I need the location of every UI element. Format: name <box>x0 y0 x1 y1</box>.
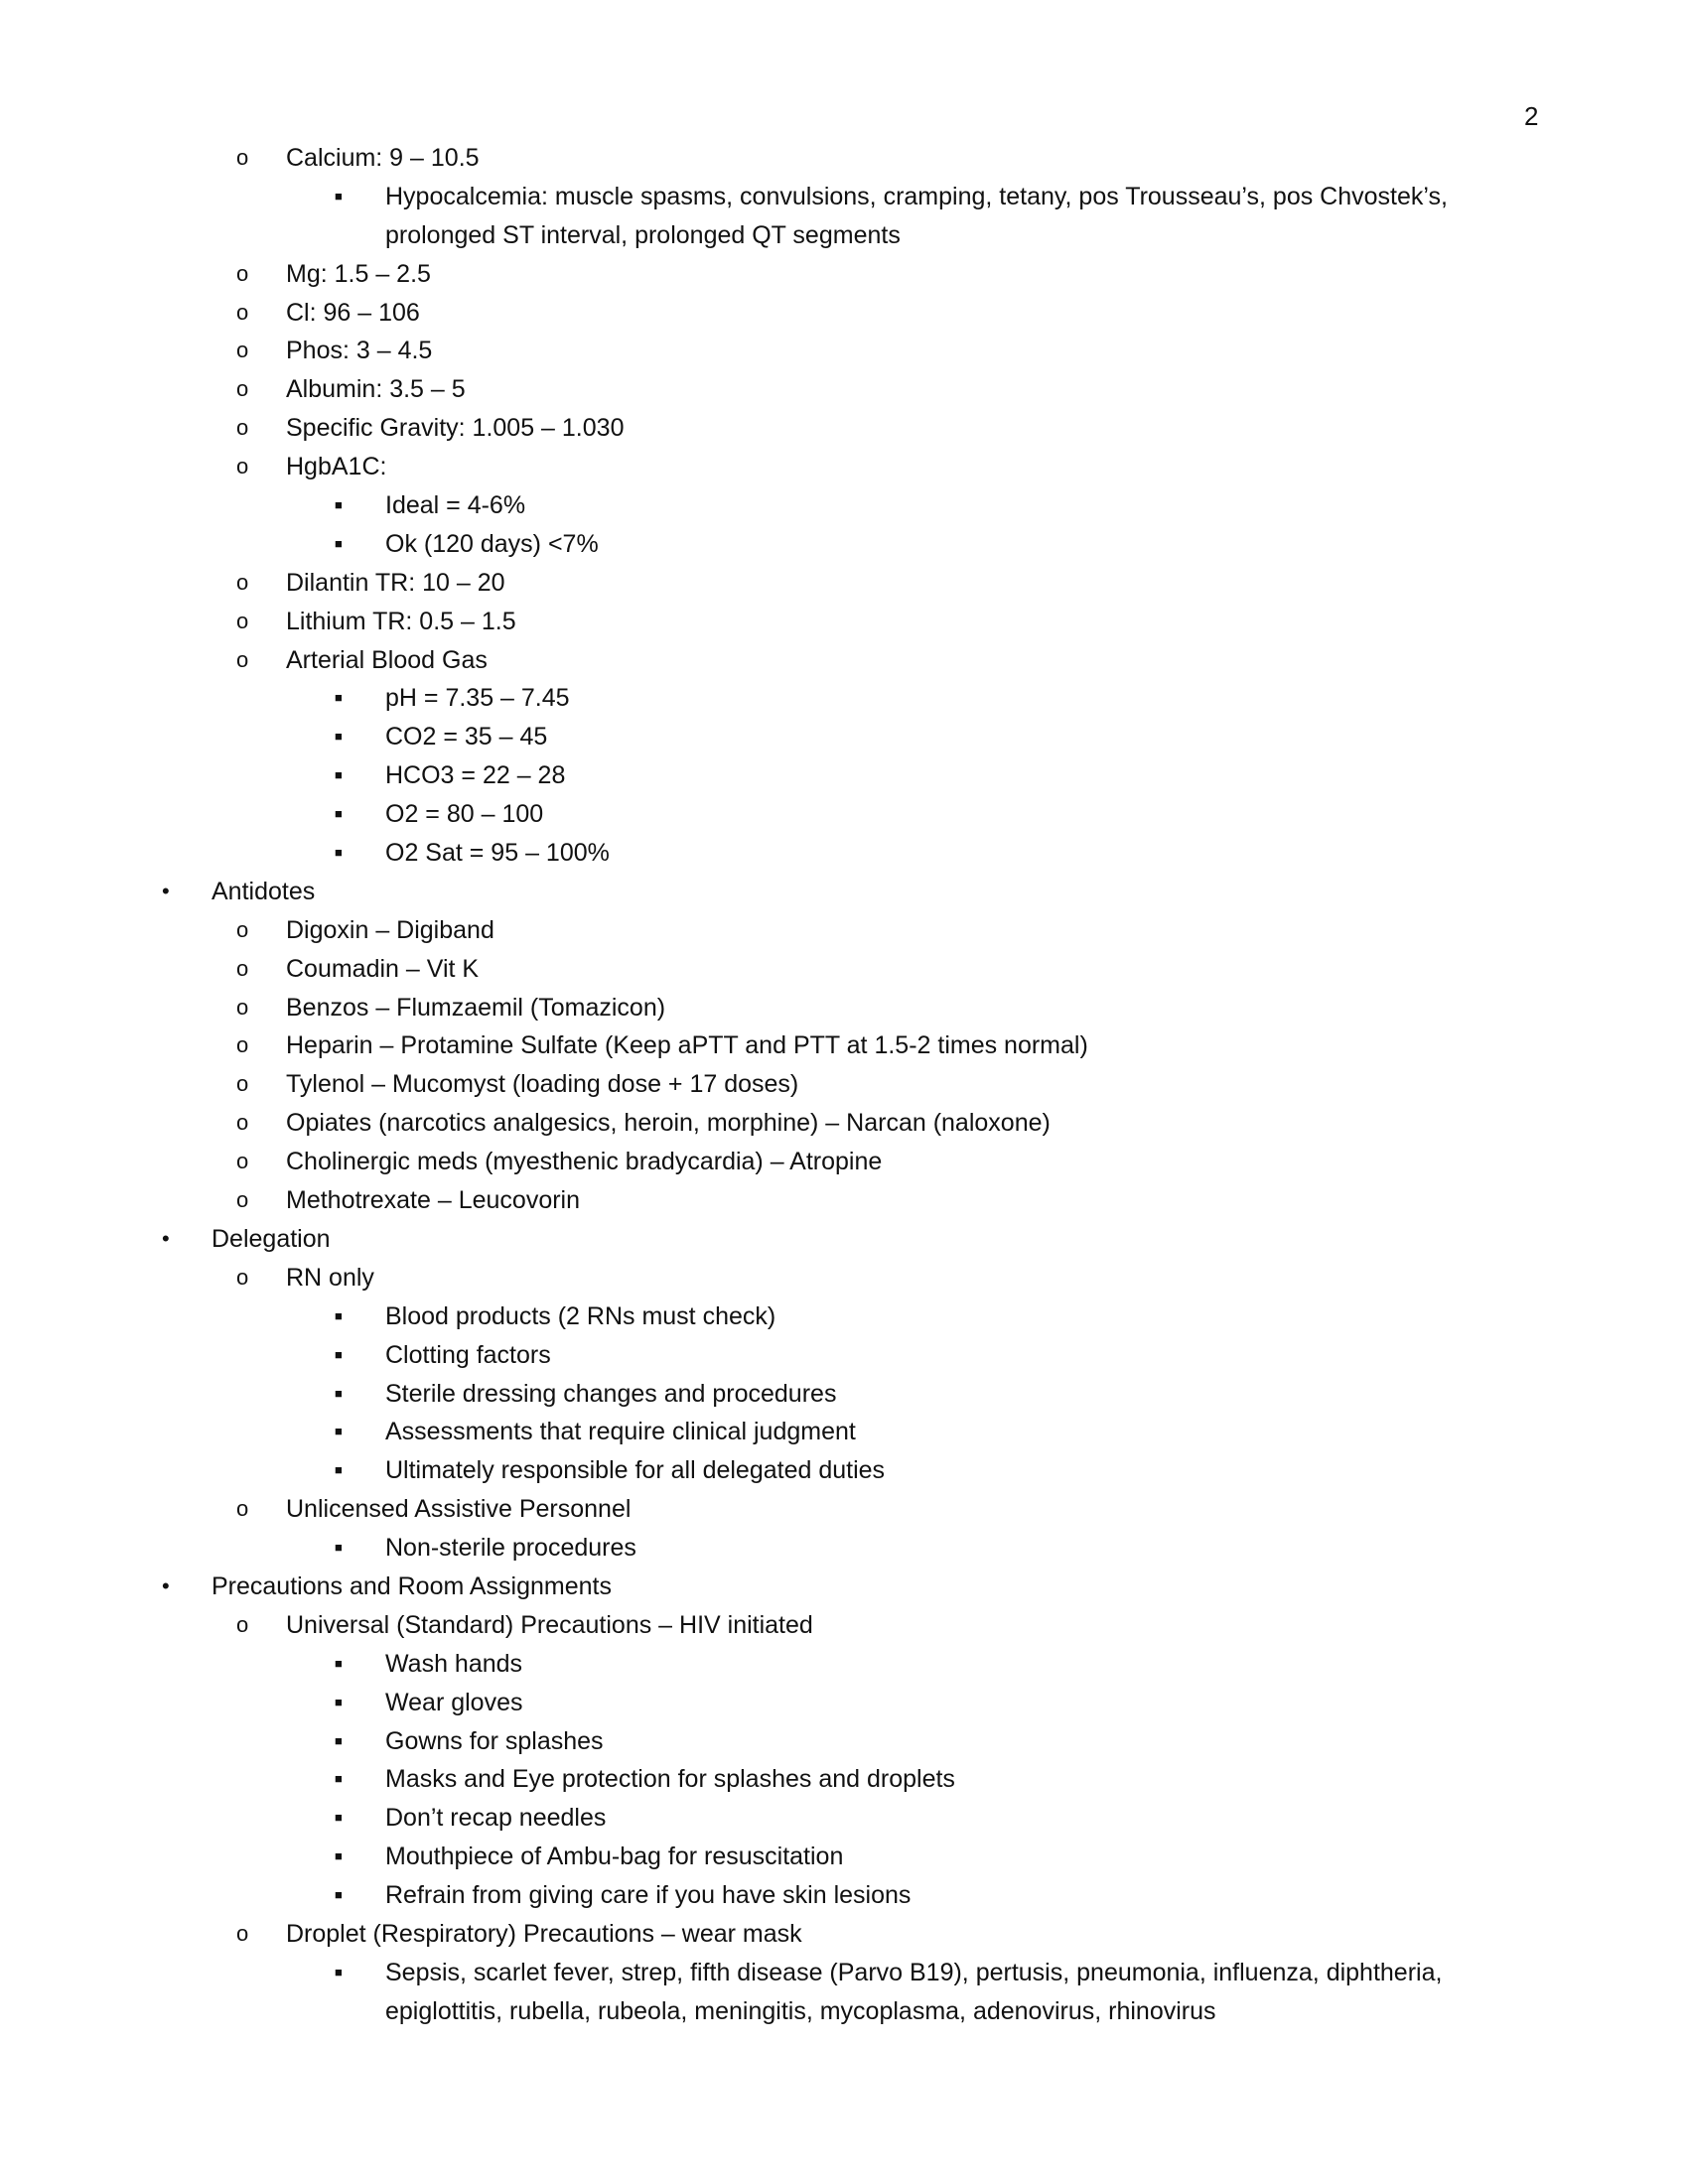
bullet-marker: • <box>162 1572 170 1598</box>
bullet-marker: o <box>236 1071 249 1097</box>
list-item-text: Unlicensed Assistive Personnel <box>286 1495 632 1524</box>
list-item-text: Non-sterile procedures <box>385 1534 636 1563</box>
list-item-text: Ultimately responsible for all delegated duties <box>385 1456 886 1485</box>
list-item-text: Ideal = 4-6% <box>385 491 526 520</box>
list-item-text: Precautions and Room Assignments <box>211 1571 612 1600</box>
list-item-text: Masks and Eye protection for splashes and droplets <box>385 1765 955 1794</box>
list-item-level-3 <box>0 1876 1688 1915</box>
list-item-text: Dilantin TR: 10 – 20 <box>286 568 505 597</box>
list-item-level-2 <box>0 1104 1688 1143</box>
bullet-marker: o <box>236 260 249 286</box>
bullet-marker: o <box>236 1611 249 1637</box>
bullet-marker: ■ <box>335 1694 343 1709</box>
bullet-marker: o <box>236 1110 249 1136</box>
bullet-marker: o <box>236 1496 249 1522</box>
list-item-level-3 <box>0 1297 1688 1336</box>
list-item-text: Lithium TR: 0.5 – 1.5 <box>286 607 516 635</box>
list-item-level-3 <box>0 1838 1688 1876</box>
list-item-level-3 <box>0 1413 1688 1451</box>
bullet-marker: ■ <box>335 535 343 551</box>
bullet-marker: ■ <box>335 1462 343 1478</box>
list-item-text: Universal (Standard) Precautions – HIV initiated <box>286 1610 813 1639</box>
list-item-text: HgbA1C: <box>286 453 387 481</box>
bullet-marker: o <box>236 1032 249 1058</box>
list-item-text: Sterile dressing changes and procedures <box>385 1379 837 1408</box>
list-item-text: RN only <box>286 1263 374 1292</box>
bullet-marker: o <box>236 608 249 633</box>
list-item-level-1 <box>0 1568 1688 1606</box>
bullet-marker: o <box>236 299 249 325</box>
bullet-marker: o <box>236 646 249 672</box>
list-item-level-3 <box>0 1992 1688 2031</box>
bullet-marker: ■ <box>335 1771 343 1787</box>
list-item-level-2 <box>0 1259 1688 1297</box>
list-item-level-2 <box>0 294 1688 333</box>
list-item-level-2 <box>0 603 1688 641</box>
list-item-level-2 <box>0 1143 1688 1181</box>
list-item-level-3 <box>0 679 1688 718</box>
list-item-level-2 <box>0 332 1688 370</box>
bullet-marker: o <box>236 994 249 1020</box>
list-item-text: Mouthpiece of Ambu-bag for resuscitation <box>385 1843 844 1871</box>
list-item-text: O2 = 80 – 100 <box>385 800 544 829</box>
list-item-level-2 <box>0 1490 1688 1529</box>
list-item-level-2 <box>0 370 1688 409</box>
list-item-level-2 <box>0 641 1688 680</box>
list-item-text: Refrain from giving care if you have skin lesions <box>385 1881 912 1910</box>
list-item-level-3 <box>0 795 1688 834</box>
list-item-level-2 <box>0 409 1688 448</box>
bullet-marker: ■ <box>335 1540 343 1556</box>
bullet-marker: o <box>236 454 249 479</box>
list-item-text: Cl: 96 – 106 <box>286 298 420 327</box>
list-item-text: Heparin – Protamine Sulfate (Keep aPTT and PTT at 1.5-2 times normal) <box>286 1031 1088 1060</box>
bullet-marker: ■ <box>335 1887 343 1903</box>
list-item-level-3 <box>0 1954 1688 1992</box>
bullet-marker: o <box>236 955 249 981</box>
list-item-text: Calcium: 9 – 10.5 <box>286 144 480 172</box>
list-item-level-2 <box>0 1026 1688 1065</box>
list-item-text: Albumin: 3.5 – 5 <box>286 375 466 404</box>
bullet-marker: o <box>236 1187 249 1213</box>
list-item-level-3 <box>0 1722 1688 1761</box>
list-item-text: CO2 = 35 – 45 <box>385 723 548 751</box>
bullet-marker: ■ <box>335 1848 343 1864</box>
list-item-level-3 <box>0 1336 1688 1375</box>
list-item-text: Wash hands <box>385 1649 523 1678</box>
list-item-level-2 <box>0 448 1688 486</box>
list-item-text: Arterial Blood Gas <box>286 645 488 674</box>
list-item-level-3 <box>0 1529 1688 1568</box>
bullet-marker: ■ <box>335 1732 343 1748</box>
list-item-level-2 <box>0 950 1688 989</box>
bullet-marker: ■ <box>335 845 343 861</box>
list-item-text: Cholinergic meds (myesthenic bradycardia) – Atropine <box>286 1148 883 1176</box>
list-item-text: Ok (120 days) <7% <box>385 529 599 558</box>
list-item-text: Mg: 1.5 – 2.5 <box>286 259 431 288</box>
bullet-marker: ■ <box>335 1385 343 1401</box>
list-item-level-3 <box>0 1375 1688 1414</box>
list-item-level-3 <box>0 1645 1688 1684</box>
list-item-text: Droplet (Respiratory) Precautions – wear mask <box>286 1919 802 1948</box>
bullet-marker: o <box>236 1920 249 1946</box>
list-item-text: pH = 7.35 – 7.45 <box>385 684 570 713</box>
list-item-text: Blood products (2 RNs must check) <box>385 1301 776 1330</box>
list-item-text: Delegation <box>211 1224 331 1253</box>
bullet-marker: o <box>236 338 249 363</box>
list-item-text: O2 Sat = 95 – 100% <box>385 839 610 868</box>
list-item-level-3 <box>0 834 1688 873</box>
bullet-marker: ■ <box>335 188 343 204</box>
list-item-level-3 <box>0 718 1688 756</box>
list-item-text: Coumadin – Vit K <box>286 954 480 983</box>
list-item-text: Specific Gravity: 1.005 – 1.030 <box>286 414 625 443</box>
bullet-marker: o <box>236 1264 249 1290</box>
bullet-marker: ■ <box>335 767 343 783</box>
bullet-marker: o <box>236 1149 249 1174</box>
bullet-marker: ■ <box>335 1424 343 1439</box>
bullet-marker: ■ <box>335 806 343 822</box>
bullet-marker: ■ <box>335 1810 343 1826</box>
list-item-text: Digoxin – Digiband <box>286 915 494 944</box>
list-item-level-2 <box>0 911 1688 950</box>
list-item-text: Assessments that require clinical judgment <box>385 1418 856 1446</box>
list-item-level-2 <box>0 255 1688 294</box>
list-item-text: Clotting factors <box>385 1340 551 1369</box>
list-item-text: Don’t recap needles <box>385 1804 607 1833</box>
list-item-level-2 <box>0 564 1688 603</box>
bullet-marker: ■ <box>335 1964 343 1979</box>
list-item-level-2 <box>0 989 1688 1027</box>
list-item-text: Sepsis, scarlet fever, strep, fifth disease (Parvo B19), pertusis, pneumonia, influenza, diphtheria, <box>385 1958 1443 1986</box>
list-item-level-3 <box>0 178 1688 216</box>
bullet-marker: • <box>162 878 170 903</box>
bullet-marker: o <box>236 916 249 942</box>
list-item-text: Phos: 3 – 4.5 <box>286 337 433 365</box>
list-item-level-2 <box>0 139 1688 178</box>
bullet-marker: ■ <box>335 497 343 513</box>
list-item-level-3 <box>0 1799 1688 1838</box>
list-item-level-3 <box>0 486 1688 525</box>
list-item-text: Opiates (narcotics analgesics, heroin, morphine) – Narcan (naloxone) <box>286 1109 1051 1138</box>
list-item-text: Hypocalcemia: muscle spasms, convulsions, cramping, tetany, pos Trousseau’s, pos Chvostek’s, <box>385 182 1448 210</box>
bullet-marker: o <box>236 569 249 595</box>
bullet-marker: ■ <box>335 690 343 706</box>
list-item-level-1 <box>0 873 1688 911</box>
list-item-text: Wear gloves <box>385 1688 523 1716</box>
list-item-level-3 <box>0 525 1688 564</box>
outline-list <box>0 139 1688 2031</box>
bullet-marker: ■ <box>335 729 343 745</box>
list-item-text: Benzos – Flumzaemil (Tomazicon) <box>286 993 666 1022</box>
list-item-text: prolonged ST interval, prolonged QT segments <box>385 220 901 249</box>
list-item-level-3 <box>0 1760 1688 1799</box>
bullet-marker: • <box>162 1225 170 1251</box>
list-item-level-1 <box>0 1220 1688 1259</box>
list-item-text: HCO3 = 22 – 28 <box>385 761 566 790</box>
list-item-text: epiglottitis, rubella, rubeola, meningitis, mycoplasma, adenovirus, rhinovirus <box>385 1996 1216 2025</box>
bullet-marker: ■ <box>335 1307 343 1323</box>
bullet-marker: o <box>236 376 249 402</box>
list-item-text: Gowns for splashes <box>385 1726 604 1755</box>
list-item-level-2 <box>0 1915 1688 1954</box>
bullet-marker: ■ <box>335 1655 343 1671</box>
list-item-level-2 <box>0 1181 1688 1220</box>
list-item-level-3 <box>0 1451 1688 1490</box>
list-item-level-3 <box>0 756 1688 795</box>
list-item-level-2 <box>0 1065 1688 1104</box>
list-item-level-3 <box>0 216 1688 255</box>
bullet-marker: o <box>236 145 249 170</box>
list-item-text: Antidotes <box>211 877 316 905</box>
list-item-text: Methotrexate – Leucovorin <box>286 1186 581 1215</box>
bullet-marker: o <box>236 415 249 441</box>
list-item-level-2 <box>0 1606 1688 1645</box>
list-item-text: Tylenol – Mucomyst (loading dose + 17 doses) <box>286 1070 799 1099</box>
page-number: 2 <box>1524 101 1539 131</box>
list-item-level-3 <box>0 1684 1688 1722</box>
bullet-marker: ■ <box>335 1346 343 1362</box>
